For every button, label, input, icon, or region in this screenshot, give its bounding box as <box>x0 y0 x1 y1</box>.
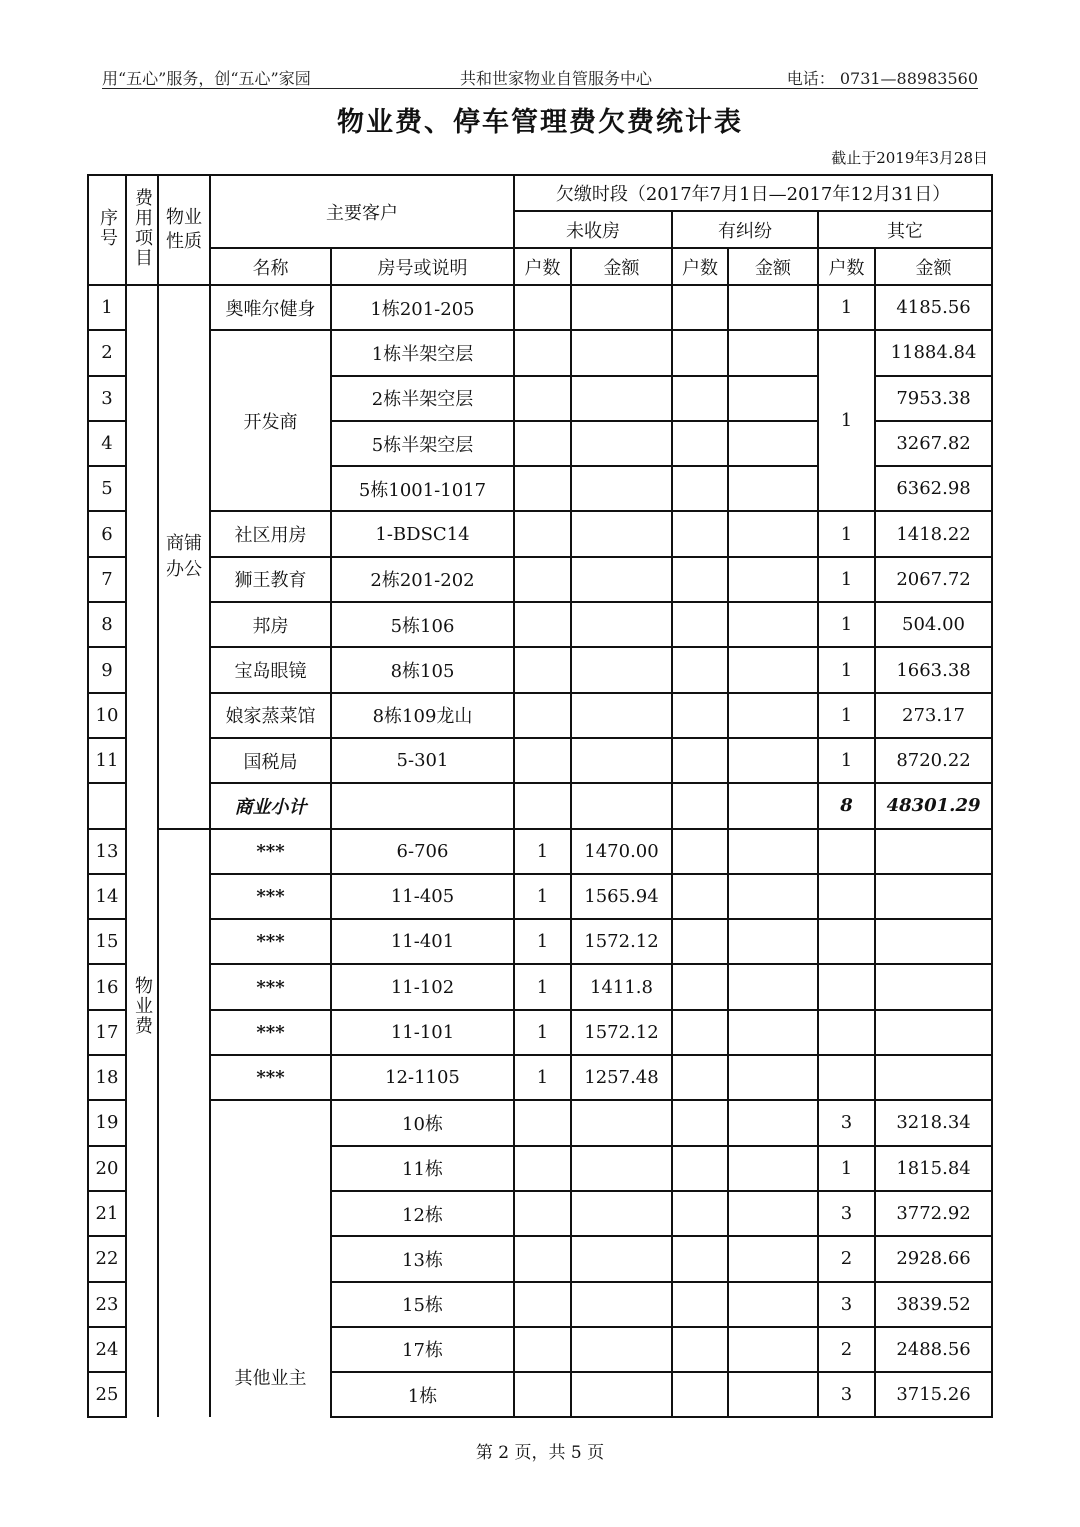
row-other-amount: 2928.66 <box>875 1236 992 1281</box>
row-dispute-amount <box>728 1146 818 1191</box>
sub-amount-header: 金额 <box>875 248 992 285</box>
row-unreceived-amount: 1470.00 <box>571 829 672 874</box>
row-unreceived-count <box>514 602 571 647</box>
sub-count-header: 户数 <box>672 248 728 285</box>
row-unreceived-amount <box>571 421 672 466</box>
row-other-amount: 3218.34 <box>875 1100 992 1145</box>
header-row-1 <box>88 175 992 211</box>
row-unreceived-amount: 1565.94 <box>571 874 672 919</box>
row-unreceived-count <box>514 1282 571 1327</box>
table-row <box>88 738 992 783</box>
row-dispute-count <box>672 919 728 964</box>
row-dispute-amount <box>728 1282 818 1327</box>
row-room: 5栋106 <box>331 602 514 647</box>
row-other-count: 3 <box>818 1372 875 1417</box>
row-seq: 10 <box>88 693 126 738</box>
row-unreceived-count <box>514 693 571 738</box>
row-dispute-amount <box>728 874 818 919</box>
row-other-amount: 1418.22 <box>875 511 992 556</box>
row-dispute-amount <box>728 1236 818 1281</box>
page-footer: 第 2 页，共 5 页 <box>475 1443 605 1463</box>
row-unreceived-amount <box>571 602 672 647</box>
row-room: 2栋201-202 <box>331 557 514 602</box>
row-dispute-amount <box>728 1191 818 1236</box>
cat-dispute-header: 有纠纷 <box>672 211 818 248</box>
row-unreceived-count <box>514 557 571 602</box>
row-other-amount: 4185.56 <box>875 285 992 330</box>
row-name: 商业小计 <box>210 783 331 828</box>
row-name: 邦房 <box>210 602 331 647</box>
row-other-count: 3 <box>818 1191 875 1236</box>
row-unreceived-amount <box>571 1191 672 1236</box>
row-room: 5栋半架空层 <box>331 421 514 466</box>
row-unreceived-count <box>514 1236 571 1281</box>
row-name: 娘家蒸菜馆 <box>210 693 331 738</box>
row-room: 15栋 <box>331 1282 514 1327</box>
table-row <box>88 919 992 964</box>
row-other-count: 2 <box>818 1327 875 1372</box>
row-other-amount: 8720.22 <box>875 738 992 783</box>
row-room: 17栋 <box>331 1327 514 1372</box>
row-seq: 6 <box>88 511 126 556</box>
row-seq: 2 <box>88 330 126 375</box>
row-name: *** <box>210 874 331 919</box>
row-dispute-amount <box>728 330 818 375</box>
table-row <box>88 330 992 375</box>
row-seq: 20 <box>88 1146 126 1191</box>
row-unreceived-count <box>514 511 571 556</box>
row-seq: 18 <box>88 1055 126 1100</box>
row-unreceived-amount <box>571 466 672 511</box>
col-nature-header: 物业性质 <box>158 175 210 285</box>
row-unreceived-count <box>514 285 571 330</box>
row-dispute-amount <box>728 376 818 421</box>
row-dispute-amount <box>728 647 818 692</box>
row-dispute-amount <box>728 602 818 647</box>
row-unreceived-amount <box>571 285 672 330</box>
row-seq: 7 <box>88 557 126 602</box>
row-other-amount: 2067.72 <box>875 557 992 602</box>
row-seq: 4 <box>88 421 126 466</box>
row-dispute-amount <box>728 1327 818 1372</box>
row-dispute-count <box>672 1327 728 1372</box>
row-room: 5栋1001-1017 <box>331 466 514 511</box>
table-row <box>88 557 992 602</box>
row-seq: 25 <box>88 1372 126 1417</box>
row-dispute-amount <box>728 1010 818 1055</box>
row-other-amount: 1815.84 <box>875 1146 992 1191</box>
col-fee-header: 费用项目 <box>126 175 158 285</box>
row-other-count: 3 <box>818 1282 875 1327</box>
row-room: 1栋 <box>331 1372 514 1417</box>
row-room: 11-405 <box>331 874 514 919</box>
row-room: 1-BDSC14 <box>331 511 514 556</box>
row-dispute-count <box>672 511 728 556</box>
row-other-count: 1 <box>818 557 875 602</box>
row-unreceived-count <box>514 1327 571 1372</box>
row-name: *** <box>210 964 331 1009</box>
header-row-3 <box>88 248 992 285</box>
row-dispute-count <box>672 1282 728 1327</box>
row-dispute-count <box>672 376 728 421</box>
row-seq: 23 <box>88 1282 126 1327</box>
row-seq: 22 <box>88 1236 126 1281</box>
row-unreceived-amount: 1411.8 <box>571 964 672 1009</box>
row-seq <box>88 783 126 828</box>
row-unreceived-amount <box>571 1236 672 1281</box>
row-unreceived-amount: 1572.12 <box>571 919 672 964</box>
row-seq: 3 <box>88 376 126 421</box>
row-unreceived-count <box>514 1372 571 1417</box>
row-room: 11-102 <box>331 964 514 1009</box>
row-dispute-count <box>672 466 728 511</box>
row-unreceived-amount <box>571 330 672 375</box>
row-dispute-count <box>672 421 728 466</box>
table-row <box>88 874 992 919</box>
row-other-amount <box>875 919 992 964</box>
row-name: *** <box>210 919 331 964</box>
row-unreceived-count: 1 <box>514 829 571 874</box>
row-unreceived-count: 1 <box>514 874 571 919</box>
page-title: 物业费、停车管理费欠费统计表 <box>337 107 743 138</box>
table-row <box>88 511 992 556</box>
row-unreceived-amount <box>571 738 672 783</box>
row-unreceived-amount <box>571 1100 672 1145</box>
sub-amount-header: 金额 <box>571 248 672 285</box>
header-center-name: 共和世家物业自管服务中心 <box>460 69 653 88</box>
table-row <box>88 693 992 738</box>
row-seq: 8 <box>88 602 126 647</box>
row-seq: 15 <box>88 919 126 964</box>
row-dispute-amount <box>728 1372 818 1417</box>
row-seq: 19 <box>88 1100 126 1145</box>
row-dispute-amount <box>728 693 818 738</box>
row-other-count <box>818 919 875 964</box>
row-other-count <box>818 829 875 874</box>
row-dispute-count <box>672 1010 728 1055</box>
row-other-amount: 7953.38 <box>875 376 992 421</box>
row-seq: 1 <box>88 285 126 330</box>
row-room: 12-1105 <box>331 1055 514 1100</box>
row-dispute-amount <box>728 738 818 783</box>
row-name: *** <box>210 1055 331 1100</box>
row-unreceived-count <box>514 783 571 828</box>
sub-room-header: 房号或说明 <box>331 248 514 285</box>
row-name: 狮王教育 <box>210 557 331 602</box>
row-dispute-amount <box>728 421 818 466</box>
row-unreceived-amount <box>571 376 672 421</box>
row-dispute-amount <box>728 557 818 602</box>
row-dispute-amount <box>728 829 818 874</box>
row-other-count: 1 <box>818 693 875 738</box>
row-room: 2栋半架空层 <box>331 376 514 421</box>
table-row <box>88 647 992 692</box>
row-room: 11-101 <box>331 1010 514 1055</box>
fee-item-cell: 物业费 <box>126 285 158 1417</box>
row-unreceived-amount: 1572.12 <box>571 1010 672 1055</box>
row-room: 12栋 <box>331 1191 514 1236</box>
row-dispute-amount <box>728 919 818 964</box>
row-other-amount <box>875 964 992 1009</box>
developer-name-cell: 开发商 <box>210 330 331 511</box>
row-other-count: 1 <box>818 602 875 647</box>
row-dispute-count <box>672 1055 728 1100</box>
arrears-table <box>87 174 993 1418</box>
row-dispute-count <box>672 829 728 874</box>
row-other-amount: 273.17 <box>875 693 992 738</box>
row-unreceived-count: 1 <box>514 1055 571 1100</box>
row-dispute-amount <box>728 964 818 1009</box>
row-unreceived-amount <box>571 1327 672 1372</box>
row-room: 5-301 <box>331 738 514 783</box>
table-row <box>88 602 992 647</box>
row-unreceived-count <box>514 330 571 375</box>
row-seq: 21 <box>88 1191 126 1236</box>
row-unreceived-amount <box>571 647 672 692</box>
row-other-amount <box>875 874 992 919</box>
row-other-amount: 3267.82 <box>875 421 992 466</box>
row-dispute-count <box>672 1191 728 1236</box>
row-room: 11-401 <box>331 919 514 964</box>
row-dispute-count <box>672 874 728 919</box>
row-other-amount <box>875 829 992 874</box>
table-row <box>88 964 992 1009</box>
row-seq: 14 <box>88 874 126 919</box>
row-name: *** <box>210 1010 331 1055</box>
row-dispute-count <box>672 693 728 738</box>
row-other-amount: 3715.26 <box>875 1372 992 1417</box>
row-unreceived-amount <box>571 1282 672 1327</box>
header-phone: 电话： 0731—88983560 <box>786 69 978 88</box>
row-seq: 5 <box>88 466 126 511</box>
row-other-count: 2 <box>818 1236 875 1281</box>
cat-other-header: 其它 <box>818 211 992 248</box>
row-other-count <box>818 964 875 1009</box>
row-other-amount <box>875 1010 992 1055</box>
row-room <box>331 783 514 828</box>
row-dispute-count <box>672 602 728 647</box>
col-seq-header: 序号 <box>88 175 126 285</box>
row-seq: 16 <box>88 964 126 1009</box>
row-dispute-amount <box>728 1100 818 1145</box>
as-of-date: 截止于2019年3月28日 <box>831 149 988 167</box>
row-other-count: 1 <box>818 1146 875 1191</box>
sub-name-header: 名称 <box>210 248 331 285</box>
row-seq: 13 <box>88 829 126 874</box>
row-name: 国税局 <box>210 738 331 783</box>
row-dispute-count <box>672 964 728 1009</box>
table-row <box>88 783 992 828</box>
row-other-count <box>818 874 875 919</box>
row-unreceived-count <box>514 1146 571 1191</box>
row-dispute-count <box>672 330 728 375</box>
row-room: 6-706 <box>331 829 514 874</box>
sub-amount-header: 金额 <box>728 248 818 285</box>
row-unreceived-count <box>514 466 571 511</box>
row-unreceived-count: 1 <box>514 1010 571 1055</box>
row-dispute-amount <box>728 466 818 511</box>
row-seq: 11 <box>88 738 126 783</box>
row-unreceived-amount <box>571 783 672 828</box>
row-dispute-count <box>672 1236 728 1281</box>
row-name: 宝岛眼镜 <box>210 647 331 692</box>
row-other-amount: 1663.38 <box>875 647 992 692</box>
row-other-amount: 2488.56 <box>875 1327 992 1372</box>
row-dispute-count <box>672 557 728 602</box>
row-unreceived-count <box>514 738 571 783</box>
row-other-count: 1 <box>818 511 875 556</box>
row-dispute-amount <box>728 783 818 828</box>
row-unreceived-amount <box>571 511 672 556</box>
row-room: 10栋 <box>331 1100 514 1145</box>
other-owners-cell: 其他业主 <box>210 1100 331 1417</box>
row-seq: 9 <box>88 647 126 692</box>
row-dispute-count <box>672 285 728 330</box>
row-seq: 17 <box>88 1010 126 1055</box>
row-other-amount: 11884.84 <box>875 330 992 375</box>
row-room: 8栋109龙山 <box>331 693 514 738</box>
period-header: 欠缴时段（2017年7月1日—2017年12月31日） <box>514 175 992 211</box>
row-unreceived-amount <box>571 693 672 738</box>
row-unreceived-amount: 1257.48 <box>571 1055 672 1100</box>
cat-unreceived-header: 未收房 <box>514 211 672 248</box>
row-other-amount: 3839.52 <box>875 1282 992 1327</box>
row-room: 11栋 <box>331 1146 514 1191</box>
nature-residential-cell <box>158 829 210 1418</box>
row-other-count: 1 <box>818 285 875 330</box>
row-dispute-amount <box>728 1055 818 1100</box>
row-dispute-amount <box>728 511 818 556</box>
table-row <box>88 285 992 330</box>
row-unreceived-count <box>514 376 571 421</box>
nature-shop-cell: 商铺办公 <box>158 285 210 829</box>
row-name: 社区用房 <box>210 511 331 556</box>
page-header <box>102 66 978 89</box>
row-other-amount: 3772.92 <box>875 1191 992 1236</box>
table-row <box>88 1100 992 1145</box>
row-other-amount <box>875 1055 992 1100</box>
row-unreceived-count <box>514 421 571 466</box>
table-row <box>88 1010 992 1055</box>
row-dispute-count <box>672 783 728 828</box>
row-dispute-count <box>672 1372 728 1417</box>
row-unreceived-count <box>514 1191 571 1236</box>
row-dispute-count <box>672 1146 728 1191</box>
row-other-count: 8 <box>818 783 875 828</box>
row-unreceived-count: 1 <box>514 964 571 1009</box>
row-other-count: 1 <box>818 738 875 783</box>
row-room: 8栋105 <box>331 647 514 692</box>
row-seq: 24 <box>88 1327 126 1372</box>
row-dispute-count <box>672 1100 728 1145</box>
row-other-count: 3 <box>818 1100 875 1145</box>
row-unreceived-amount <box>571 557 672 602</box>
row-dispute-count <box>672 647 728 692</box>
row-other-count: 1 <box>818 647 875 692</box>
row-other-amount: 504.00 <box>875 602 992 647</box>
row-other-amount: 6362.98 <box>875 466 992 511</box>
col-customer-header: 主要客户 <box>210 175 514 248</box>
developer-count-cell: 1 <box>818 330 875 511</box>
row-unreceived-amount <box>571 1372 672 1417</box>
row-dispute-amount <box>728 285 818 330</box>
row-room: 13栋 <box>331 1236 514 1281</box>
table-row <box>88 1055 992 1100</box>
row-unreceived-count <box>514 647 571 692</box>
row-room: 1栋半架空层 <box>331 330 514 375</box>
row-name: *** <box>210 829 331 874</box>
header-slogan: 用“五心”服务，创“五心”家园 <box>102 69 311 88</box>
row-room: 1栋201-205 <box>331 285 514 330</box>
row-name: 奥唯尔健身 <box>210 285 331 330</box>
row-other-count <box>818 1010 875 1055</box>
row-other-amount: 48301.29 <box>875 783 992 828</box>
row-unreceived-count <box>514 1100 571 1145</box>
table-row <box>88 829 992 874</box>
row-dispute-count <box>672 738 728 783</box>
row-unreceived-count: 1 <box>514 919 571 964</box>
row-unreceived-amount <box>571 1146 672 1191</box>
sub-count-header: 户数 <box>818 248 875 285</box>
row-other-count <box>818 1055 875 1100</box>
sub-count-header: 户数 <box>514 248 571 285</box>
